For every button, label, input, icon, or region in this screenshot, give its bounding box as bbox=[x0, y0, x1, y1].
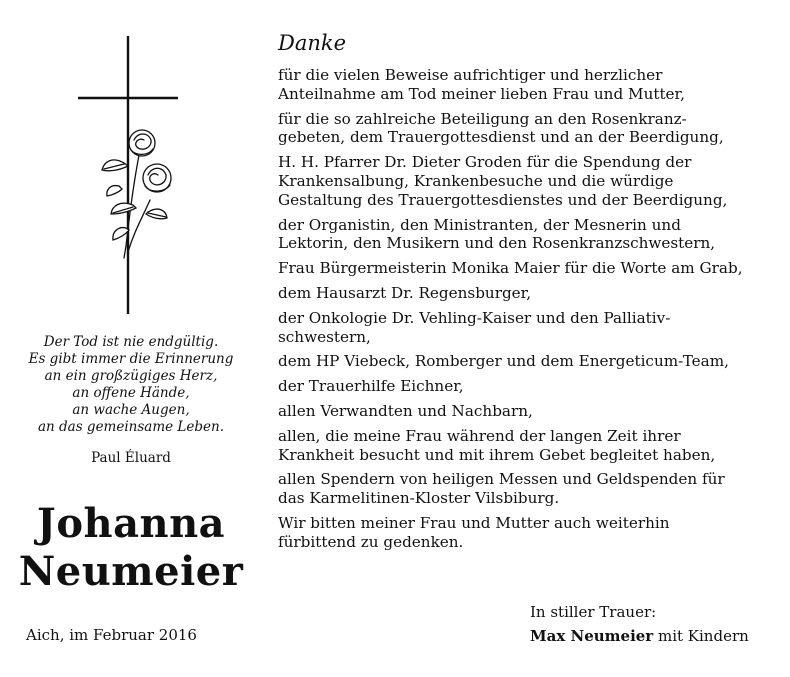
thanks-item bbox=[278, 402, 778, 421]
thanks-item bbox=[278, 153, 778, 209]
thanks-line: allen Spendern von heiligen Messen und Geldspenden für bbox=[278, 470, 725, 489]
thanks-line: der Trauerhilfe Eichner, bbox=[278, 377, 464, 396]
thanks-line: für die so zahlreiche Beteiligung an den Rosenkranz- bbox=[278, 109, 687, 128]
left-column bbox=[0, 0, 262, 677]
thanks-line: Lektorin, den Musikern und den Rosenkranzschwestern, bbox=[278, 234, 716, 253]
thanks-line: allen Verwandten und Nachbarn, bbox=[278, 401, 533, 420]
thanks-item bbox=[278, 470, 778, 508]
thanks-line: dem Hausarzt Dr. Regensburger, bbox=[278, 283, 532, 302]
thanks-item bbox=[278, 427, 778, 465]
quote-line: an offene Hände, bbox=[72, 385, 190, 401]
quote-line: an das gemeinsame Leben. bbox=[37, 419, 224, 435]
thanks-line: Gestaltung des Trauergottesdienstes und der Beerdigung, bbox=[278, 190, 728, 209]
thanks-item bbox=[278, 259, 778, 278]
thanks-item bbox=[278, 66, 778, 104]
deceased-first-name: Johanna bbox=[36, 500, 226, 547]
thanks-item bbox=[278, 377, 778, 396]
signature-name: Max Neumeier bbox=[530, 627, 654, 645]
thanks-line: gebeten, dem Trauergottesdienst und an der Beerdigung, bbox=[278, 128, 724, 147]
thanks-line: der Organistin, den Ministranten, der Mesnerin und bbox=[278, 215, 681, 234]
thanks-line: fürbittend zu gedenken. bbox=[278, 532, 464, 551]
thanks-list bbox=[278, 66, 778, 552]
thanks-line: allen, die meine Frau während der langen Zeit ihrer bbox=[278, 426, 681, 445]
thanks-line: Frau Bürgermeisterin Monika Maier für die Worte am Grab, bbox=[278, 259, 743, 278]
deceased-name bbox=[0, 500, 262, 596]
thanks-line: für die vielen Beweise aufrichtiger und herzlicher bbox=[278, 66, 663, 84]
thanks-item bbox=[278, 284, 778, 303]
quote bbox=[18, 334, 244, 436]
place-date: Aich, im Februar 2016 bbox=[26, 626, 197, 644]
thanks-heading: Danke bbox=[278, 31, 347, 55]
thanks-line: Krankheit besucht und mit ihrem Gebet begleitet haben, bbox=[278, 445, 716, 464]
quote-line: Es gibt immer die Erinnerung bbox=[28, 351, 234, 367]
thanks-line: H. H. Pfarrer Dr. Dieter Groden für die Spendung der bbox=[278, 153, 692, 172]
roses-icon bbox=[102, 130, 171, 258]
quote-author: Paul Éluard bbox=[91, 450, 171, 466]
signature-names bbox=[530, 624, 749, 648]
signature-intro: In stiller Trauer: bbox=[530, 603, 657, 621]
signature-suffix: mit Kindern bbox=[653, 627, 749, 645]
cross-with-roses-icon bbox=[0, 0, 262, 330]
quote-line: an wache Augen, bbox=[72, 402, 190, 418]
deceased-last-name: Neumeier bbox=[18, 548, 244, 595]
thanks-line: dem HP Viebeck, Romberger und dem Energeticum-Team, bbox=[278, 352, 729, 371]
thanks-line: das Karmelitinen-Kloster Vilsbiburg. bbox=[278, 489, 560, 508]
thanks-item bbox=[278, 352, 778, 371]
thanks-item bbox=[278, 110, 778, 148]
quote-line: Der Tod ist nie endgültig. bbox=[43, 334, 219, 350]
thanks-section bbox=[278, 30, 778, 558]
thanks-line: Krankensalbung, Krankenbesuche und die würdige bbox=[278, 171, 674, 190]
thanks-item bbox=[278, 309, 778, 347]
thanks-line: Wir bitten meiner Frau und Mutter auch weiterhin bbox=[278, 513, 670, 532]
signature bbox=[530, 600, 749, 648]
thanks-line: schwestern, bbox=[278, 327, 371, 346]
quote-line: an ein großzügiges Herz, bbox=[44, 368, 218, 384]
thanks-line: Anteilnahme am Tod meiner lieben Frau und Mutter, bbox=[278, 84, 685, 103]
thanks-line: der Onkologie Dr. Vehling-Kaiser und den Palliativ- bbox=[278, 308, 671, 327]
thanks-item bbox=[278, 216, 778, 254]
thanks-item bbox=[278, 514, 778, 552]
